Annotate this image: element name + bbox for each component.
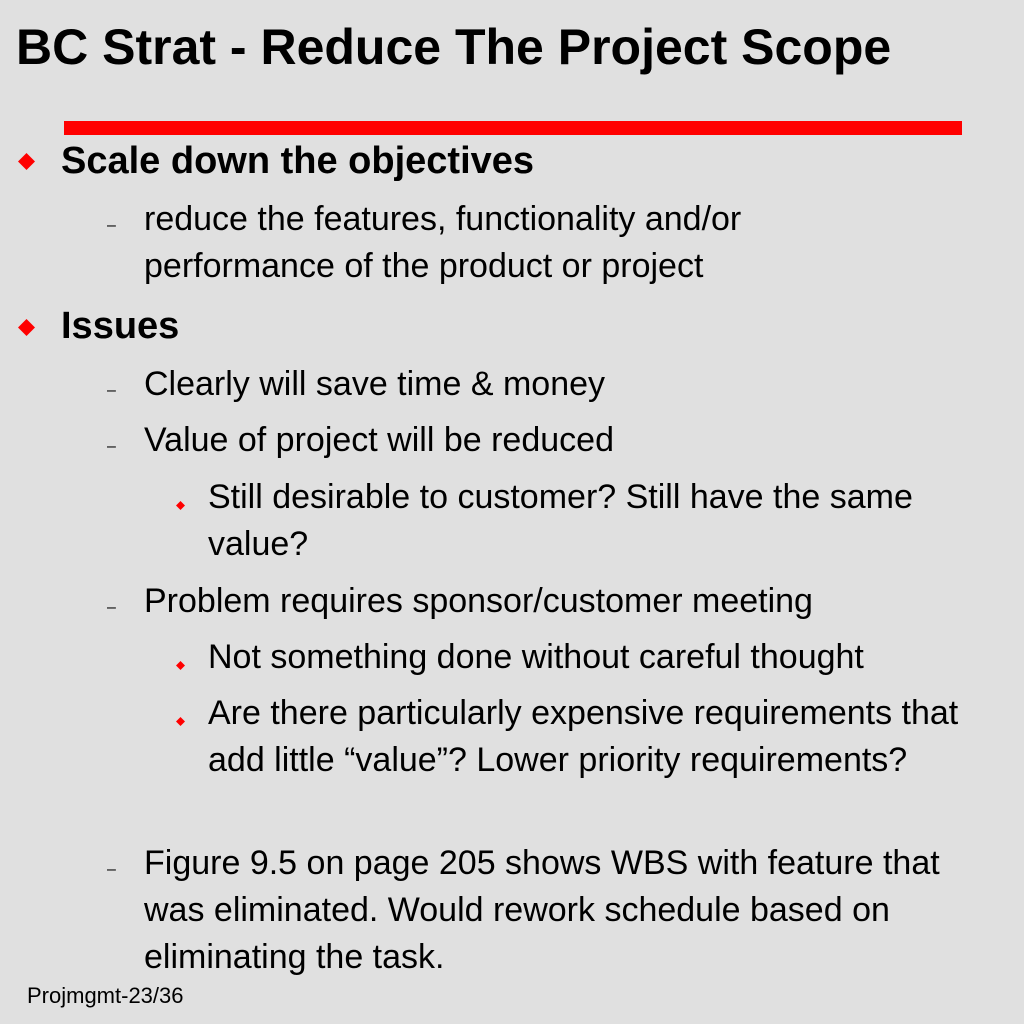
dash-marker: – [107,217,116,234]
red-diamond-icon [176,717,185,726]
bullet-l3-still-desirable: Still desirable to customer? Still have the same value? [208,478,913,563]
bullet-l2-sponsor-meeting: Problem requires sponsor/customer meeting [144,582,813,620]
bullet-l2-save-time: Clearly will save time & money [144,365,606,403]
dash-marker: – [107,382,116,399]
dash-marker: – [107,599,116,616]
bullet-l3-expensive-requirements: Are there particularly expensive requirements that add little “value”? Lower priority requirements? [208,694,959,779]
bullet-l2-value-reduced: Value of project will be reduced [144,421,614,459]
slide-title: BC Strat - Reduce The Project Scope [16,19,892,75]
bullet-l2-reduce-features: reduce the features, functionality and/or performance of the product or project [144,200,742,285]
bullet-l3-careful-thought: Not something done without careful thought [208,638,864,676]
slide-footer-page-number: Projmgmt-23/36 [27,983,184,1008]
bullet-l1-scale-down: Scale down the objectives [61,140,535,182]
red-diamond-icon [176,501,185,510]
dash-marker: – [107,861,116,878]
bullet-l2-figure-wbs: Figure 9.5 on page 205 shows WBS with feature that was eliminated. Would rework schedule based on eliminating the task. [144,844,940,976]
red-diamond-icon [18,319,35,336]
red-diamond-icon [18,153,35,170]
dash-marker: – [107,438,116,455]
bullet-l1-issues: Issues [61,305,180,347]
red-diamond-icon [176,661,185,670]
